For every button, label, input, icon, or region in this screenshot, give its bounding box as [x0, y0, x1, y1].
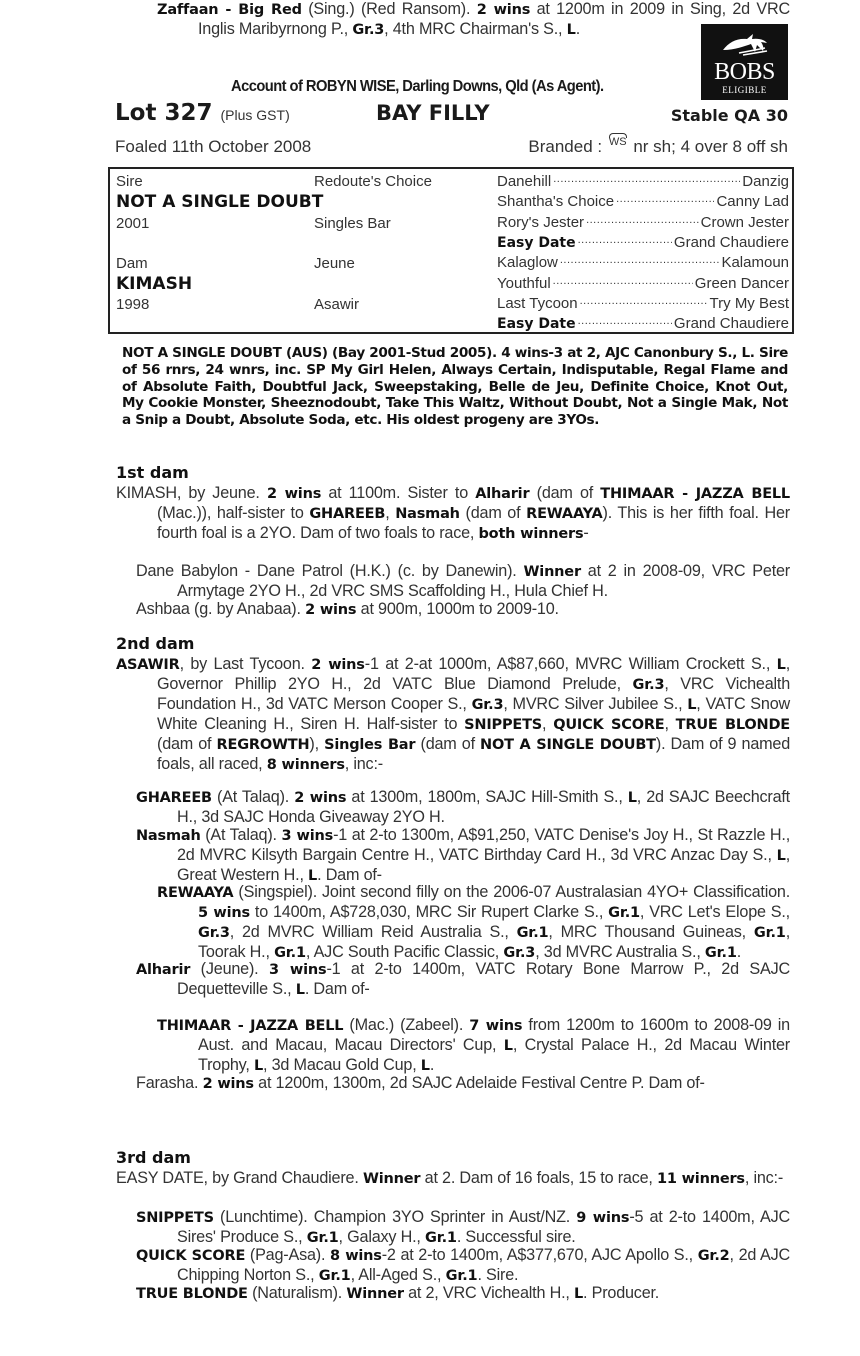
dam-entry: EASY DATE, by Grand Chaudiere. Winner at 2. Dam of 16 foals, 15 to race, 11 winners, inc:-	[116, 1169, 784, 1187]
leader-dots	[578, 314, 672, 334]
dam-year: 1998	[116, 296, 150, 313]
sire-year: 2001	[116, 215, 150, 232]
brand-info	[528, 137, 788, 157]
great-grandsire-name: Danzig	[742, 173, 789, 190]
progeny-entry: THIMAAR - JAZZA BELL (Mac.) (Zabeel). 7 wins from 1200m to 1600m to 2008-09 in Aust. and Macau, Macau Directors' Cup, L, Crystal Palace H., 2d Macau Winter Trophy, L, 3d Macau Gold Cup, L.	[157, 1016, 790, 1074]
great-grandsire-name: Try My Best	[709, 294, 789, 312]
grandparent-name: Kalaglow	[497, 254, 558, 272]
grandparent-row	[497, 233, 789, 253]
leader-dots	[578, 233, 672, 253]
dam-heading: 1st dam	[116, 463, 189, 482]
dam-entry: ASAWIR, by Last Tycoon. 2 wins-1 at 2-at 1000m, A$87,660, MVRC William Crockett S., L, Governor Phillip 2YO H., 2d VATC Blue Diamond Prelude, Gr.3, VRC Vichealth Foundation H., 3d VATC Merson Cooper S., Gr.3, MVRC Silver Jubilee S., L, VATC Snow White Cleaning H., Siren H. Half-sister to SNIPPETS, QUICK SCORE, TRUE BLONDE (dam of REGROWTH), Singles Bar (dam of NOT A SINGLE DOUBT). Dam of 9 named foals, all raced, 8 winners, inc:-	[116, 655, 791, 773]
great-grandsire-name: Canny Lad	[716, 193, 789, 211]
grandparent-row	[497, 192, 789, 212]
stable-number: Stable QA 30	[670, 106, 788, 125]
progeny-entry: TRUE BLONDE (Naturalism). Winner at 2, VRC Vichealth H., L. Producer.	[136, 1284, 660, 1302]
dam-dam: Asawir	[314, 296, 360, 313]
sire-summary: NOT A SINGLE DOUBT (AUS) (Bay 2001-Stud 2005). 4 wins-3 at 2, AJC Canonbury S., L. Sire of 56 rnrs, 24 wnrs, inc. SP My Girl Helen, Always Certain, Indisputable, Regal Flame and of Absolute Faith, Doubtful Jack, Sweepstaking, Belle de Jeu, Definite Choice, Knot Out, My Cookie Monster, Sheeznodoubt, Take This Waltz, Without Doubt, Not a Single Mak, Not a Snip a Doubt, Absolute Soda, etc. His oldest progeny are 3YOs.	[122, 345, 788, 429]
grandparent-row	[497, 274, 789, 294]
sire-name: NOT A SINGLE DOUBT	[116, 192, 324, 212]
pedigree-table	[108, 167, 794, 334]
sex-colour: BAY FILLY	[376, 101, 490, 125]
grandparent-row	[497, 294, 789, 314]
grandparent-row	[497, 213, 789, 233]
dam-entry: KIMASH, by Jeune. 2 wins at 1100m. Sister to Alharir (dam of THIMAAR - JAZZA BELL (Mac.)), half-sister to GHAREEB, Nasmah (dam of REWAAYA). This is her fifth foal. Her fourth foal is a 2YO. Dam of two foals to race, both winners-	[116, 484, 790, 542]
great-grandsire-name: Green Dancer	[694, 274, 789, 292]
grandparent-name: Shantha's Choice	[497, 193, 615, 211]
progeny-entry: Zaffaan - Big Red (Sing.) (Red Ransom). 2 wins at 1200m in 2009 in Sing, 2d VRC Inglis Maribyrnong P., Gr.3, 4th MRC Chairman's S., L.	[157, 0, 790, 38]
dam-label: Dam	[116, 255, 148, 272]
progeny-entry: REWAAYA (Singspiel). Joint second filly on the 2006-07 Australasian 4YO+ Classification. 5 wins to 1400m, A$728,030, MRC Sir Rupert Clarke S., Gr.1, VRC Let's Elope S., Gr.3, 2d MVRC William Reid Australia S., Gr.1, MRC Thousand Guineas, Gr.1, Toorak H., Gr.1, AJC South Pacific Classic, Gr.3, 3d MVRC Australia S., Gr.1.	[157, 883, 790, 961]
progeny-entry: SNIPPETS (Lunchtime). Champion 3YO Sprinter in Aust/NZ. 9 wins-5 at 2-to 1400m, AJC Sires' Produce S., Gr.1, Galaxy H., Gr.1. Successful sire.	[136, 1208, 790, 1246]
dam-sire: Jeune	[314, 255, 355, 272]
lot-number	[115, 100, 290, 126]
progeny-entry: Ashbaa (g. by Anabaa). 2 wins at 900m, 1000m to 2009-10.	[136, 600, 559, 618]
leader-dots	[616, 192, 714, 212]
sire-dam: Singles Bar	[314, 215, 391, 232]
leader-dots	[586, 213, 699, 233]
logo-text-eligible: ELIGIBLE	[722, 85, 767, 95]
sire-label: Sire	[116, 173, 143, 190]
great-grandsire-name: Grand Chaudiere	[673, 233, 789, 251]
progeny-entry: GHAREEB (At Talaq). 2 wins at 1300m, 1800m, SAJC Hill-Smith S., L, 2d SAJC Beechcraft H., 3d SAJC Honda Giveaway 2YO H.	[136, 788, 790, 826]
dam-name: KIMASH	[116, 274, 193, 294]
grandparent-name: Danehill	[497, 173, 552, 190]
sire-sire: Redoute's Choice	[314, 173, 432, 190]
brand-mark-icon: WS	[608, 136, 627, 148]
logo-text-bobs: BOBS	[714, 59, 775, 85]
grandparent-row	[497, 314, 789, 334]
vendor-account: Account of ROBYN WISE, Darling Downs, Qld (As Agent).	[231, 78, 604, 95]
grandparent-name: Rory's Jester	[497, 213, 585, 231]
dam-heading: 2nd dam	[116, 634, 195, 653]
leader-dots	[560, 253, 720, 273]
progeny-entry: Farasha. 2 wins at 1200m, 1300m, 2d SAJC Adelaide Festival Centre P. Dam of-	[136, 1074, 705, 1092]
leader-dots	[580, 294, 708, 314]
progeny-entry: Alharir (Jeune). 3 wins-1 at 2-to 1400m, VATC Rotary Bone Marrow P., 2d SAJC Dequetteville S., L. Dam of-	[136, 960, 790, 998]
lot-note: (Plus GST)	[220, 107, 290, 123]
grandparent-row	[497, 253, 789, 273]
leader-dots	[553, 172, 740, 192]
lot-label: Lot 327	[115, 100, 213, 126]
grandparent-name: Youthful	[497, 274, 551, 292]
great-grandsire-name: Grand Chaudiere	[673, 315, 789, 333]
grandparent-name: Easy Date	[497, 234, 576, 251]
progeny-entry: QUICK SCORE (Pag-Asa). 8 wins-2 at 2-to 1400m, A$377,670, AJC Apollo S., Gr.2, 2d AJC Chipping Norton S., Gr.1, All-Aged S., Gr.1. Sire.	[136, 1246, 791, 1284]
great-grandsire-name: Kalamoun	[721, 254, 789, 272]
foaled-date: Foaled 11th October 2008	[115, 137, 312, 156]
great-grandsire-name: Crown Jester	[700, 213, 789, 231]
grandparent-name: Easy Date	[497, 316, 576, 333]
leader-dots	[553, 274, 693, 294]
progeny-entry: Dane Babylon - Dane Patrol (H.K.) (c. by Danewin). Winner at 2 in 2008-09, VRC Peter Armytage 2YO H., 2d VRC SMS Scaffolding H., Hula Chief H.	[136, 562, 790, 600]
grandparent-name: Last Tycoon	[497, 294, 578, 312]
dam-heading: 3rd dam	[116, 1148, 191, 1167]
grandparent-row	[497, 172, 789, 192]
branded-detail: nr sh; 4 over 8 off sh	[633, 137, 788, 156]
progeny-entry: Nasmah (At Talaq). 3 wins-1 at 2-to 1300m, A$91,250, VATC Denise's Joy H., St Razzle H., 2d MVRC Kilsyth Bargain Centre H., VATC Birthday Card H., 3d VRC Anzac Day S., L, Great Western H., L. Dam of-	[136, 826, 790, 884]
branded-label: Branded :	[528, 137, 603, 156]
